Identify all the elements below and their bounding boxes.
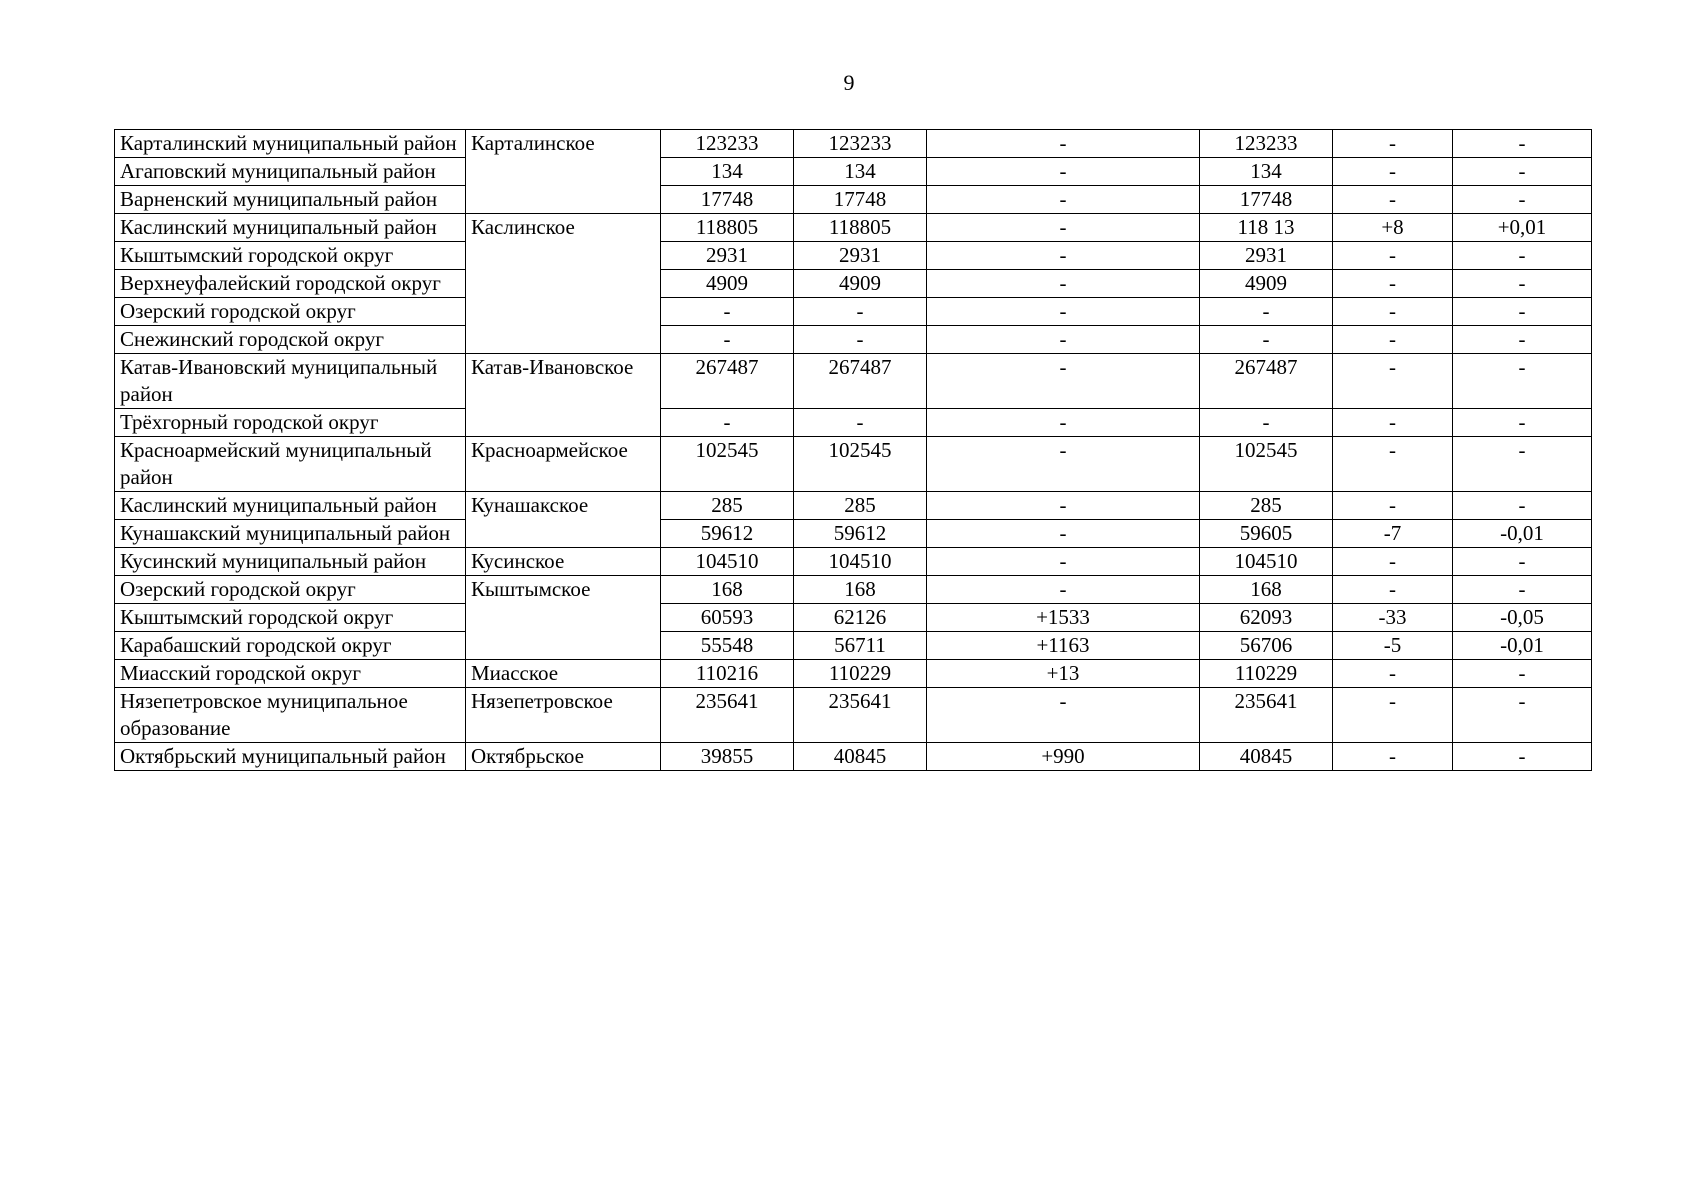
value-4-cell: 56706 (1200, 632, 1333, 660)
municipality-name-cell: Каслинский муниципальный район (115, 214, 466, 242)
value-3-cell: - (927, 130, 1200, 158)
value-4-cell: 102545 (1200, 437, 1333, 492)
value-1-cell: - (661, 326, 794, 354)
value-4-cell: 267487 (1200, 354, 1333, 409)
value-4-cell: 62093 (1200, 604, 1333, 632)
value-2-cell: 134 (794, 158, 927, 186)
value-3-cell: - (927, 409, 1200, 437)
value-2-cell: 40845 (794, 743, 927, 771)
value-5-cell: - (1333, 270, 1453, 298)
table-row (115, 437, 1592, 492)
value-2-cell: - (794, 326, 927, 354)
value-1-cell: 110216 (661, 660, 794, 688)
value-4-cell: - (1200, 326, 1333, 354)
value-6-cell: - (1453, 437, 1592, 492)
value-2-cell: 2931 (794, 242, 927, 270)
value-1-cell: 104510 (661, 548, 794, 576)
value-6-cell: -0,01 (1453, 632, 1592, 660)
table-row (115, 660, 1592, 688)
value-1-cell: 55548 (661, 632, 794, 660)
value-2-cell: 123233 (794, 130, 927, 158)
zone-name-cell: Катав-Ивановское (466, 354, 661, 437)
value-4-cell: 59605 (1200, 520, 1333, 548)
value-1-cell: 2931 (661, 242, 794, 270)
value-1-cell: 285 (661, 492, 794, 520)
table-row (115, 688, 1592, 743)
value-3-cell: - (927, 186, 1200, 214)
value-2-cell: 118805 (794, 214, 927, 242)
value-5-cell: +8 (1333, 214, 1453, 242)
municipality-name-cell: Озерский городской округ (115, 576, 466, 604)
value-3-cell: - (927, 688, 1200, 743)
municipality-name-cell: Карталинский муниципальный район (115, 130, 466, 158)
value-5-cell: - (1333, 409, 1453, 437)
table-row (115, 130, 1592, 158)
table-row (115, 409, 1592, 437)
value-6-cell: -0,05 (1453, 604, 1592, 632)
value-1-cell: 59612 (661, 520, 794, 548)
value-1-cell: 4909 (661, 270, 794, 298)
value-3-cell: +1533 (927, 604, 1200, 632)
value-3-cell: - (927, 214, 1200, 242)
value-6-cell: - (1453, 186, 1592, 214)
municipality-name-cell: Трёхгорный городской округ (115, 409, 466, 437)
value-4-cell: 40845 (1200, 743, 1333, 771)
value-3-cell: +990 (927, 743, 1200, 771)
value-5-cell: - (1333, 576, 1453, 604)
municipal-data-table (114, 129, 1592, 771)
value-3-cell: - (927, 548, 1200, 576)
value-6-cell: - (1453, 548, 1592, 576)
table-row (115, 298, 1592, 326)
value-2-cell: 168 (794, 576, 927, 604)
value-6-cell: -0,01 (1453, 520, 1592, 548)
zone-name-cell: Нязепетровское (466, 688, 661, 743)
table-row (115, 186, 1592, 214)
municipality-name-cell: Агаповский муниципальный район (115, 158, 466, 186)
municipality-name-cell: Снежинский городской округ (115, 326, 466, 354)
zone-name-cell: Кусинское (466, 548, 661, 576)
value-5-cell: - (1333, 743, 1453, 771)
municipality-name-cell: Октябрьский муниципальный район (115, 743, 466, 771)
value-1-cell: 118805 (661, 214, 794, 242)
value-3-cell: - (927, 492, 1200, 520)
table-row (115, 242, 1592, 270)
value-2-cell: 4909 (794, 270, 927, 298)
value-6-cell: - (1453, 660, 1592, 688)
value-1-cell: - (661, 298, 794, 326)
value-2-cell: 17748 (794, 186, 927, 214)
zone-name-cell: Кунашакское (466, 492, 661, 548)
value-5-cell: - (1333, 492, 1453, 520)
value-5-cell: -7 (1333, 520, 1453, 548)
value-4-cell: 235641 (1200, 688, 1333, 743)
value-1-cell: 39855 (661, 743, 794, 771)
value-6-cell: - (1453, 270, 1592, 298)
value-4-cell: 123233 (1200, 130, 1333, 158)
value-4-cell: 110229 (1200, 660, 1333, 688)
value-1-cell: 123233 (661, 130, 794, 158)
value-6-cell: - (1453, 158, 1592, 186)
value-6-cell: - (1453, 242, 1592, 270)
value-6-cell: - (1453, 130, 1592, 158)
value-5-cell: - (1333, 548, 1453, 576)
municipality-name-cell: Озерский городской округ (115, 298, 466, 326)
value-3-cell: - (927, 242, 1200, 270)
municipality-name-cell: Красноармейский муниципальный район (115, 437, 466, 492)
value-4-cell: 2931 (1200, 242, 1333, 270)
value-6-cell: - (1453, 492, 1592, 520)
table-row (115, 214, 1592, 242)
value-3-cell: - (927, 270, 1200, 298)
value-1-cell: 102545 (661, 437, 794, 492)
value-5-cell: -5 (1333, 632, 1453, 660)
value-2-cell: 267487 (794, 354, 927, 409)
value-2-cell: 285 (794, 492, 927, 520)
municipality-name-cell: Нязепетровское муниципальное образование (115, 688, 466, 743)
value-1-cell: 134 (661, 158, 794, 186)
table-row (115, 354, 1592, 409)
value-1-cell: 267487 (661, 354, 794, 409)
value-2-cell: - (794, 298, 927, 326)
value-6-cell: - (1453, 326, 1592, 354)
value-3-cell: - (927, 437, 1200, 492)
value-4-cell: 17748 (1200, 186, 1333, 214)
value-5-cell: - (1333, 354, 1453, 409)
value-6-cell: - (1453, 354, 1592, 409)
value-1-cell: - (661, 409, 794, 437)
zone-name-cell: Кыштымское (466, 576, 661, 660)
value-4-cell: 134 (1200, 158, 1333, 186)
value-4-cell: - (1200, 298, 1333, 326)
municipality-name-cell: Карабашский городской округ (115, 632, 466, 660)
value-5-cell: - (1333, 688, 1453, 743)
zone-name-cell: Октябрьское (466, 743, 661, 771)
value-4-cell: 104510 (1200, 548, 1333, 576)
table-body (115, 130, 1592, 771)
value-6-cell: - (1453, 743, 1592, 771)
zone-name-cell: Карталинское (466, 130, 661, 214)
value-6-cell: - (1453, 688, 1592, 743)
value-5-cell: - (1333, 130, 1453, 158)
table-row (115, 492, 1592, 520)
value-6-cell: - (1453, 298, 1592, 326)
value-4-cell: 168 (1200, 576, 1333, 604)
value-5-cell: - (1333, 158, 1453, 186)
value-5-cell: - (1333, 242, 1453, 270)
value-3-cell: - (927, 326, 1200, 354)
value-6-cell: - (1453, 409, 1592, 437)
table-row (115, 604, 1592, 632)
value-5-cell: - (1333, 186, 1453, 214)
municipality-name-cell: Варненский муниципальный район (115, 186, 466, 214)
value-6-cell: - (1453, 576, 1592, 604)
value-4-cell: 285 (1200, 492, 1333, 520)
value-5-cell: - (1333, 437, 1453, 492)
municipality-name-cell: Миасский городской округ (115, 660, 466, 688)
table-row (115, 576, 1592, 604)
page-number: 9 (843, 70, 855, 95)
value-2-cell: 110229 (794, 660, 927, 688)
municipality-name-cell: Верхнеуфалейский городской округ (115, 270, 466, 298)
table-row (115, 270, 1592, 298)
value-3-cell: - (927, 354, 1200, 409)
value-2-cell: 62126 (794, 604, 927, 632)
municipality-name-cell: Кунашакский муниципальный район (115, 520, 466, 548)
table-row (115, 326, 1592, 354)
table-row (115, 520, 1592, 548)
municipality-name-cell: Катав-Ивановский муниципальный район (115, 354, 466, 409)
value-1-cell: 235641 (661, 688, 794, 743)
municipality-name-cell: Кусинский муниципальный район (115, 548, 466, 576)
municipality-name-cell: Кыштымский городской округ (115, 242, 466, 270)
value-2-cell: 56711 (794, 632, 927, 660)
zone-name-cell: Каслинское (466, 214, 661, 354)
value-2-cell: - (794, 409, 927, 437)
value-4-cell: 4909 (1200, 270, 1333, 298)
municipality-name-cell: Каслинский муниципальный район (115, 492, 466, 520)
value-2-cell: 59612 (794, 520, 927, 548)
value-5-cell: - (1333, 326, 1453, 354)
zone-name-cell: Миасское (466, 660, 661, 688)
value-1-cell: 60593 (661, 604, 794, 632)
table-row (115, 632, 1592, 660)
value-4-cell: 118 13 (1200, 214, 1333, 242)
value-3-cell: - (927, 576, 1200, 604)
zone-name-cell: Красноармейское (466, 437, 661, 492)
value-3-cell: - (927, 298, 1200, 326)
value-1-cell: 168 (661, 576, 794, 604)
table-row (115, 158, 1592, 186)
value-5-cell: -33 (1333, 604, 1453, 632)
municipality-name-cell: Кыштымский городской округ (115, 604, 466, 632)
value-3-cell: - (927, 520, 1200, 548)
table-row (115, 548, 1592, 576)
value-4-cell: - (1200, 409, 1333, 437)
value-3-cell: +13 (927, 660, 1200, 688)
value-3-cell: +1163 (927, 632, 1200, 660)
value-1-cell: 17748 (661, 186, 794, 214)
value-6-cell: +0,01 (1453, 214, 1592, 242)
table-row (115, 743, 1592, 771)
value-2-cell: 235641 (794, 688, 927, 743)
value-5-cell: - (1333, 660, 1453, 688)
value-3-cell: - (927, 158, 1200, 186)
value-5-cell: - (1333, 298, 1453, 326)
value-2-cell: 104510 (794, 548, 927, 576)
value-2-cell: 102545 (794, 437, 927, 492)
